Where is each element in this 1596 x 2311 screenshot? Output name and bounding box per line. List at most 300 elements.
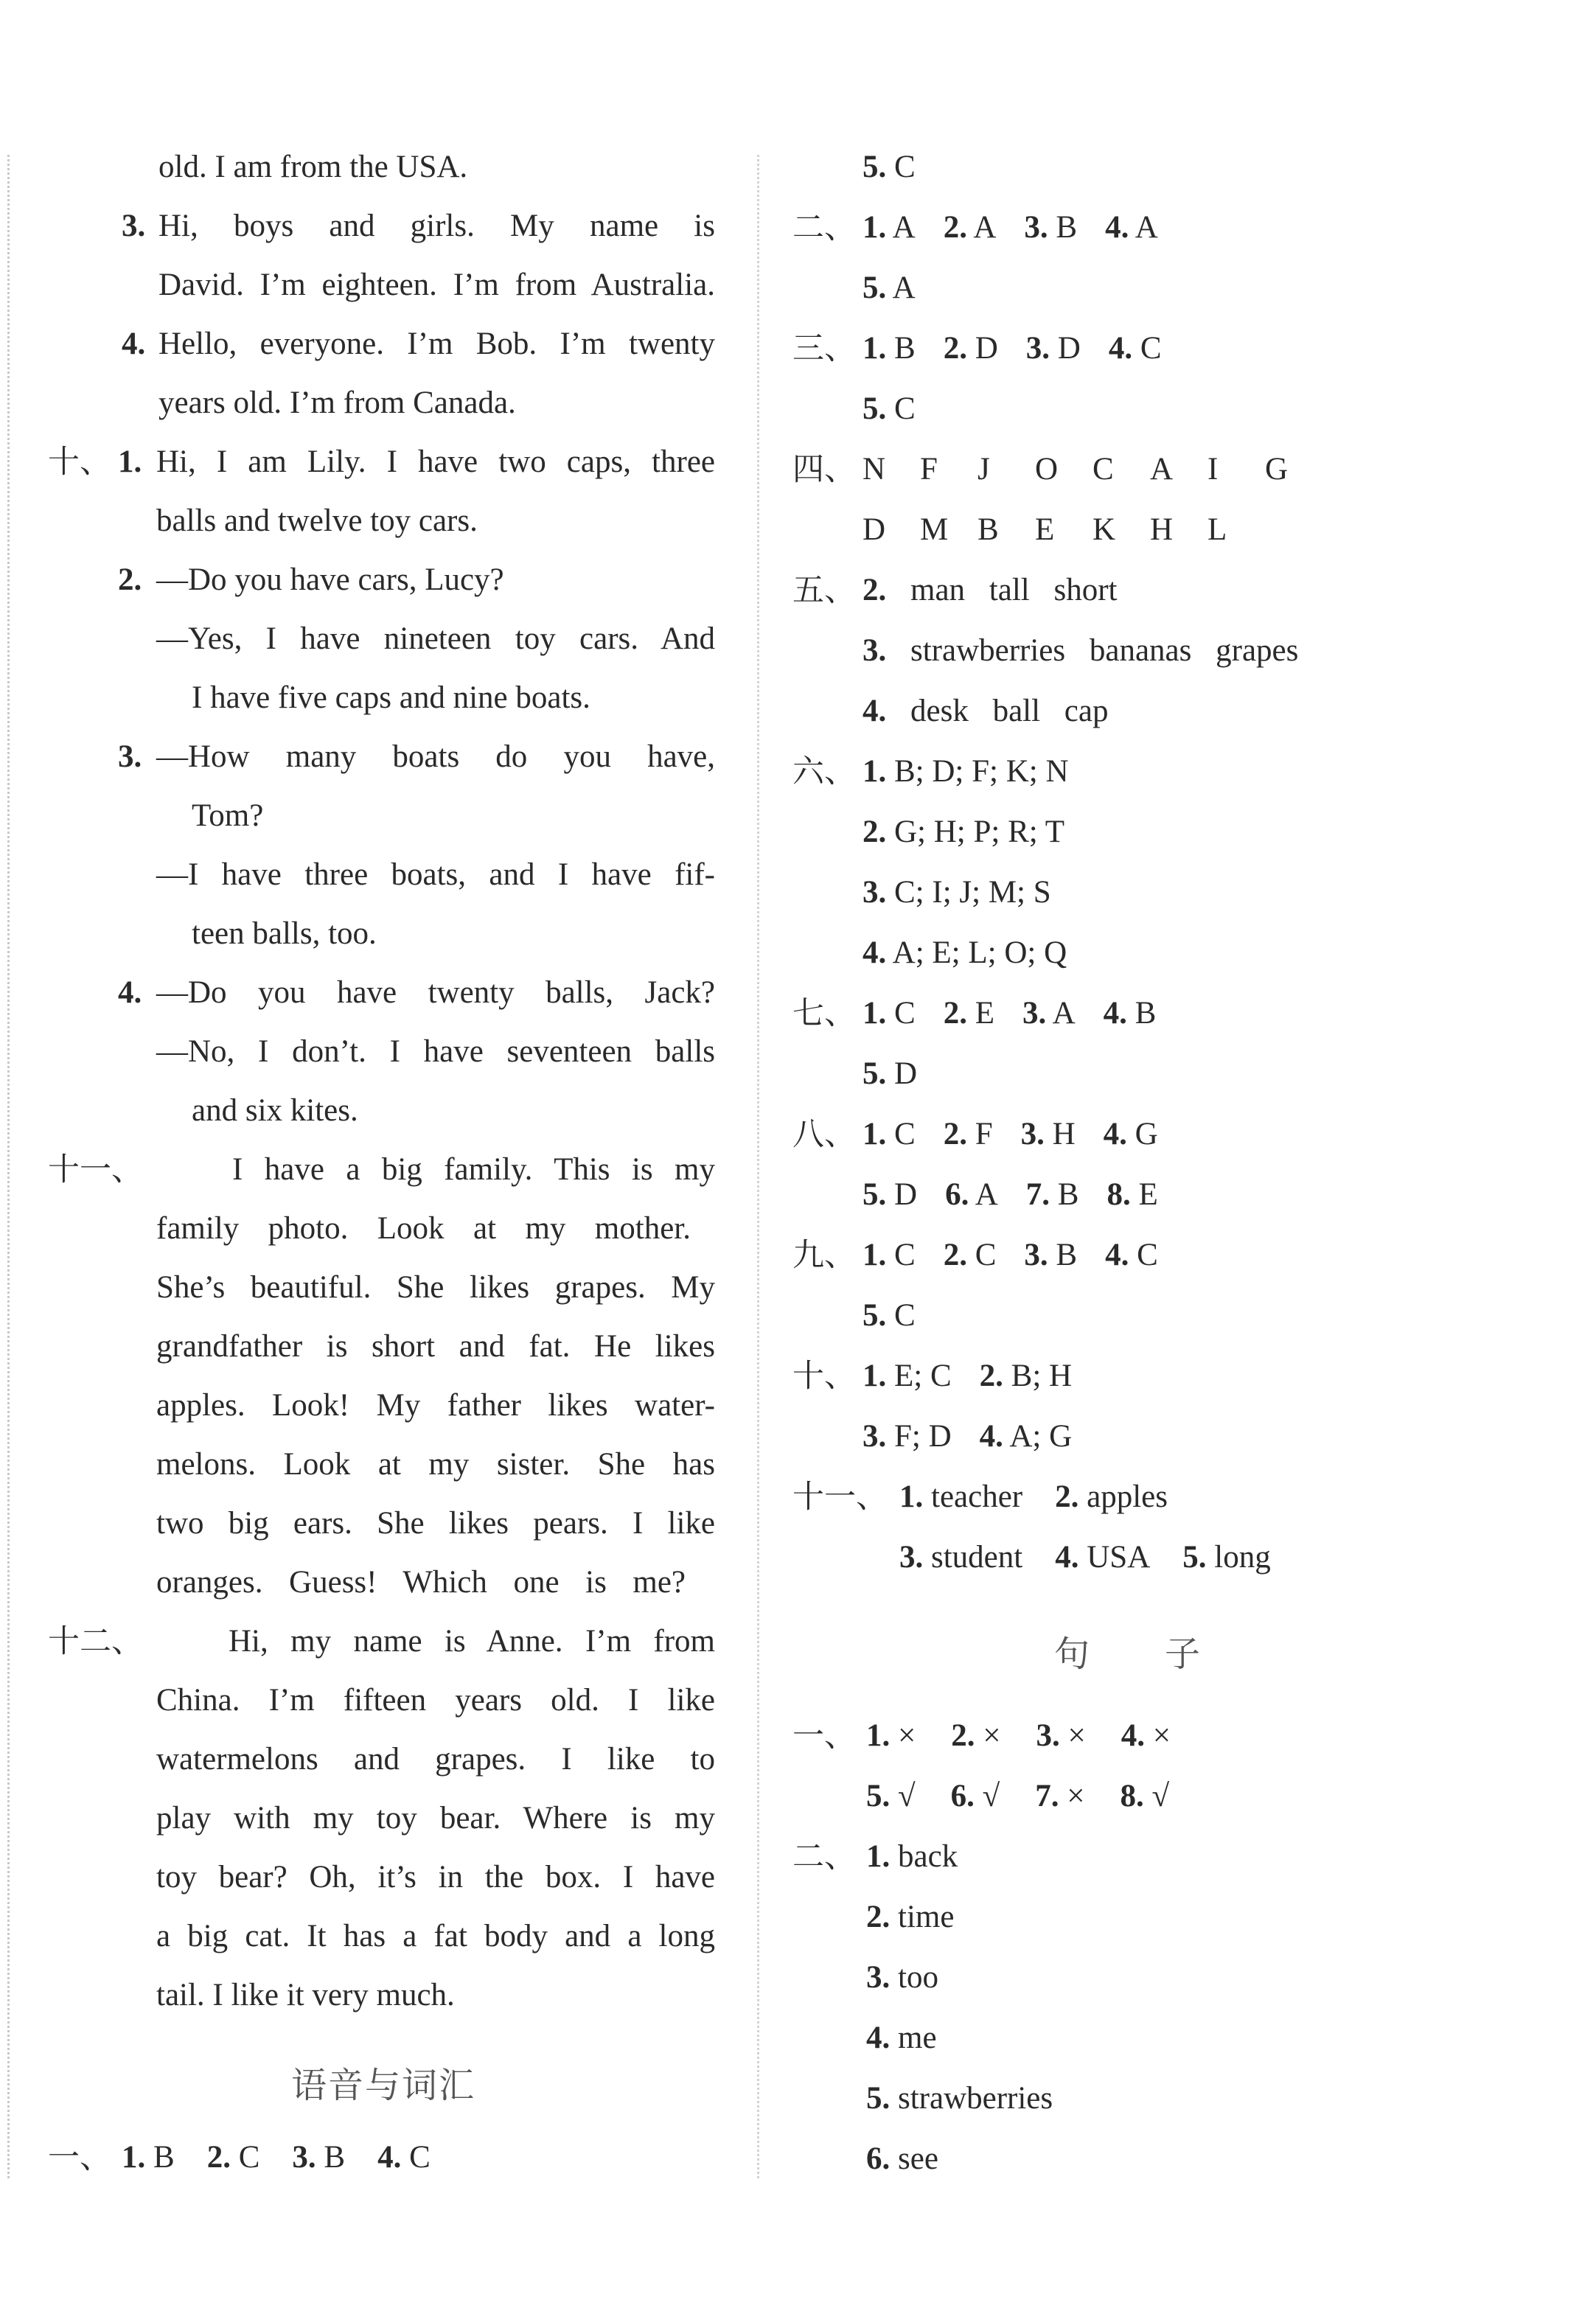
item-number: 2. <box>866 1900 891 1934</box>
item-number: 8. <box>1120 1779 1144 1813</box>
answer-text: 2. <box>118 562 142 597</box>
text-line <box>0 1974 737 2017</box>
answer-item <box>1021 1113 1076 1156</box>
answer-text: J <box>978 452 990 487</box>
section-label: 八、 <box>792 1116 856 1153</box>
item-number: 3. <box>1036 1718 1060 1753</box>
item-number: 1. <box>866 1839 891 1874</box>
answer-text: —Yes, I have nineteen toy cars. And <box>156 621 715 656</box>
answer-row <box>781 1174 1592 1216</box>
answer-text: —How many boats do you have, <box>156 739 715 774</box>
item-number: 1. <box>863 1359 887 1393</box>
answer-text: C <box>238 2140 260 2175</box>
answer-text: I have five caps and nine boats. <box>192 680 590 715</box>
answer-text: —Do you have twenty balls, Jack? <box>156 975 715 1010</box>
section-label: 一、 <box>48 2139 111 2176</box>
answer-row <box>781 1956 1592 1999</box>
item-number: 4. <box>1103 996 1127 1031</box>
text-line <box>0 854 737 896</box>
answer-text: D <box>863 512 886 547</box>
section-label: 四、 <box>792 451 856 488</box>
text-line <box>0 264 737 307</box>
answer-text: B <box>1056 1238 1078 1272</box>
item-number: 4. <box>863 694 887 728</box>
answer-item <box>863 1355 952 1398</box>
item-number: 2. <box>1055 1479 1079 1514</box>
answer-row <box>781 690 1592 733</box>
answer-item <box>1105 206 1158 249</box>
item-number: 1. <box>863 331 887 366</box>
answer-text: Tom? <box>192 798 264 833</box>
text-line <box>0 677 737 719</box>
answer-item <box>945 1174 998 1216</box>
answer-text: L <box>1208 512 1227 547</box>
answer-item <box>0 323 737 366</box>
section-label: 九、 <box>792 1237 856 1274</box>
answer-text: G <box>1135 1117 1158 1151</box>
answer-text: O <box>1035 452 1059 487</box>
answer-text: C <box>975 1238 997 1272</box>
item-number: 8. <box>1107 1177 1131 1212</box>
text-line <box>0 1561 737 1604</box>
answer-text: √ <box>982 1779 1000 1813</box>
answer-text: B <box>1135 996 1157 1031</box>
answer-row <box>781 1896 1592 1939</box>
item-number: 3. <box>1024 210 1048 245</box>
item-number: 5. <box>863 1298 887 1333</box>
item-number: 5. <box>863 1177 887 1212</box>
section-label: 十、 <box>792 1358 856 1395</box>
item-number: 1. <box>866 1718 891 1753</box>
answer-text: C <box>894 1298 916 1333</box>
section-4 <box>781 448 1592 491</box>
answer-text: C <box>894 150 916 184</box>
answer-item <box>292 2136 345 2179</box>
answer-item <box>1120 1775 1169 1818</box>
item-number: 4. <box>1105 210 1129 245</box>
section-12 <box>0 1620 737 1663</box>
answer-text: A <box>975 1177 998 1212</box>
answer-item <box>951 1715 1000 1757</box>
answer-row <box>781 2138 1592 2181</box>
item-number: 2. <box>206 2140 231 2175</box>
answer-text: long <box>1214 1540 1271 1575</box>
item-number: 1. <box>863 1117 887 1151</box>
item-number: 4. <box>377 2140 402 2175</box>
answer-text: strawberries <box>898 2081 1053 2116</box>
item-number: 4. <box>979 1419 1003 1454</box>
answer-text: 4. <box>122 327 146 361</box>
text-line <box>0 382 737 425</box>
answer-text: K <box>1093 512 1116 547</box>
item-number: 3. <box>1022 996 1047 1031</box>
answer-item <box>899 1536 1022 1579</box>
section-7 <box>781 992 1592 1035</box>
answer-text: C <box>1137 1238 1158 1272</box>
answer-text: B; D; F; K; N <box>894 754 1069 789</box>
answer-row <box>122 2136 459 2179</box>
answer-text: C <box>1140 331 1162 366</box>
section-8 <box>781 1113 1592 1156</box>
section-label: 十一、 <box>792 1479 888 1516</box>
item-number: 3. <box>1024 1238 1048 1272</box>
answer-item <box>1107 1174 1157 1216</box>
answer-text: A; G <box>1009 1419 1073 1454</box>
item-number: 5. <box>866 2081 891 2116</box>
text-line <box>0 1325 737 1368</box>
answer-text: B <box>978 512 999 547</box>
item-number: 3. <box>1020 1117 1045 1151</box>
section-9 <box>781 1234 1592 1277</box>
item-number: 2. <box>943 1117 967 1151</box>
answer-item <box>944 992 994 1035</box>
item-number: 2. <box>863 815 887 849</box>
answer-text: 3. <box>122 209 146 243</box>
answer-text: grandfather is short and fat. He likes <box>156 1329 715 1364</box>
section-heading-phonics-vocabulary: 语音与词汇 <box>290 2065 475 2106</box>
answer-text: She’s beautiful. She likes grapes. My <box>156 1270 715 1305</box>
answer-text: √ <box>1151 1779 1170 1813</box>
answer-item <box>0 559 737 602</box>
answer-row <box>781 388 1592 431</box>
answer-text: 1. <box>118 445 142 479</box>
answer-item <box>122 2136 175 2179</box>
answer-text: A <box>1135 210 1158 245</box>
answer-text: teacher <box>931 1479 1023 1514</box>
section-label: 六、 <box>792 753 856 790</box>
answer-text: A <box>1150 452 1174 487</box>
answer-text: watermelons and grapes. I like to <box>156 1742 715 1777</box>
item-number: 5. <box>1182 1540 1207 1575</box>
text-line <box>0 1738 737 1781</box>
answer-text: —I have three boats, and I have fif- <box>156 857 715 892</box>
answer-text: back <box>898 1839 958 1874</box>
answer-text: √ <box>898 1779 916 1813</box>
answer-text: G; H; P; R; T <box>894 815 1064 849</box>
item-number: 1. <box>863 996 887 1031</box>
answer-text: A <box>973 210 997 245</box>
answer-item <box>377 2136 431 2179</box>
answer-text: 4. <box>118 975 142 1010</box>
answer-text: family photo. Look at my mother. <box>156 1211 691 1246</box>
answer-text: Hi, boys and girls. My name is <box>158 209 715 243</box>
section-t2 <box>781 1836 1592 1878</box>
answer-item <box>1024 206 1077 249</box>
answer-text: A; E; L; O; Q <box>892 935 1067 970</box>
answer-text: E; C <box>894 1359 952 1393</box>
item-number: 4. <box>1103 1117 1127 1151</box>
text-line <box>0 1090 737 1132</box>
answer-item <box>944 327 998 370</box>
answer-item <box>0 736 737 778</box>
item-number: 1. <box>863 210 887 245</box>
item-number: 2. <box>943 1238 967 1272</box>
answer-item <box>1035 1775 1084 1818</box>
answer-text: N <box>863 452 886 487</box>
answer-text: Hello, everyone. I’m Bob. I’m twenty <box>158 327 715 361</box>
answer-item <box>980 1415 1072 1458</box>
answer-item <box>863 1113 916 1156</box>
answer-text: strawberries bananas grapes <box>910 633 1299 668</box>
section-label: 十二、 <box>48 1623 143 1660</box>
answer-text: C <box>894 391 916 426</box>
answer-text: G <box>1265 452 1289 487</box>
answer-text: D <box>975 331 998 366</box>
answer-text: B <box>894 331 916 366</box>
text-line <box>0 146 737 189</box>
answer-text: C <box>894 1117 916 1151</box>
answer-row <box>781 2017 1592 2060</box>
answer-text: C <box>894 996 916 1031</box>
section-label: 一、 <box>792 1718 856 1754</box>
item-number: 5. <box>863 1056 887 1091</box>
item-number: 3. <box>866 1960 891 1995</box>
section-1 <box>0 2136 737 2179</box>
answer-text: B <box>1056 210 1078 245</box>
section-label: 二、 <box>792 209 856 246</box>
answer-item <box>944 1113 993 1156</box>
answer-text: China. I’m fifteen years old. I like <box>156 1683 715 1718</box>
item-number: 2. <box>943 331 967 366</box>
answer-item <box>863 1174 917 1216</box>
answer-item <box>951 1775 1000 1818</box>
answer-item <box>1055 1536 1150 1579</box>
item-number: 6. <box>950 1779 975 1813</box>
answer-item <box>1036 1715 1086 1757</box>
text-line <box>0 1915 737 1958</box>
answer-text: A <box>892 271 916 305</box>
answer-text: B <box>324 2140 346 2175</box>
answer-item <box>980 1355 1072 1398</box>
answer-item <box>899 1476 1022 1519</box>
answer-text: A <box>892 210 916 245</box>
answer-item <box>207 2136 260 2179</box>
section-5 <box>781 569 1592 612</box>
answer-item <box>1121 1715 1171 1757</box>
answer-text: × <box>983 1718 1001 1753</box>
answer-text: years old. I’m from Canada. <box>158 386 516 420</box>
section-10 <box>0 441 737 484</box>
item-number: 2. <box>951 1718 975 1753</box>
answer-row <box>781 630 1592 672</box>
item-number: 1. <box>863 754 887 789</box>
item-number: 5. <box>863 271 887 305</box>
answer-text: C <box>409 2140 431 2175</box>
answer-text: oranges. Guess! Which one is me? <box>156 1565 686 1600</box>
text-line <box>0 1207 737 1250</box>
section-label: 二、 <box>792 1838 856 1875</box>
answer-item <box>944 206 997 249</box>
section-label: 三、 <box>792 330 856 367</box>
section-11 <box>781 1476 1592 1519</box>
answer-item <box>1026 1174 1079 1216</box>
answer-item <box>1024 1234 1077 1277</box>
item-number: 3. <box>863 875 887 910</box>
text-line <box>0 1031 737 1073</box>
answer-row <box>781 1053 1592 1095</box>
item-number: 2. <box>943 210 967 245</box>
item-number: 4. <box>866 2021 891 2055</box>
item-number: 2. <box>863 573 887 607</box>
item-number: 2. <box>943 996 967 1031</box>
answer-text: —No, I don’t. I have seventeen balls <box>156 1034 715 1069</box>
answer-text: B <box>153 2140 175 2175</box>
section-t1 <box>781 1715 1592 1757</box>
text-line <box>0 1679 737 1722</box>
answer-item <box>1026 327 1081 370</box>
item-number: 4. <box>1105 1238 1129 1272</box>
answer-text: Hi, my name is Anne. I’m from <box>229 1624 715 1659</box>
section-label: 七、 <box>792 995 856 1032</box>
section-2 <box>781 206 1592 249</box>
answer-text: time <box>898 1900 955 1934</box>
answer-text: I have a big family. This is my <box>232 1152 715 1187</box>
answer-row <box>781 871 1592 914</box>
item-number: 5. <box>863 391 887 426</box>
item-number: 4. <box>1055 1540 1079 1575</box>
answer-text: F; D <box>894 1419 952 1454</box>
answer-row <box>781 267 1592 310</box>
answer-item <box>863 206 916 249</box>
answer-item <box>1109 327 1162 370</box>
answer-text: F <box>920 452 938 487</box>
text-line <box>0 913 737 955</box>
answer-text: toy bear? Oh, it’s in the box. I have <box>156 1860 715 1895</box>
text-line <box>0 1384 737 1427</box>
answer-text: see <box>898 2141 938 2176</box>
item-number: 7. <box>1025 1177 1050 1212</box>
item-number: 7. <box>1035 1779 1059 1813</box>
answer-row <box>781 146 1592 189</box>
answer-text: H <box>1052 1117 1076 1151</box>
answer-text: C <box>894 1238 916 1272</box>
item-number: 6. <box>945 1177 969 1212</box>
answer-text: me <box>898 2021 937 2055</box>
answer-text: too <box>898 1960 938 1995</box>
answer-item <box>866 1715 916 1757</box>
answer-item <box>1022 992 1076 1035</box>
answer-text: F <box>975 1117 993 1151</box>
answer-text: H <box>1150 512 1174 547</box>
answer-text: E <box>1138 1177 1158 1212</box>
answer-row <box>781 811 1592 854</box>
answer-text: I <box>1208 452 1219 487</box>
answer-text: and six kites. <box>192 1093 358 1128</box>
answer-item <box>863 1234 916 1277</box>
answer-text: teen balls, too. <box>192 916 377 951</box>
section-3 <box>781 327 1592 370</box>
answer-text: a big cat. It has a fat body and a long <box>156 1919 715 1953</box>
answer-text: A <box>1052 996 1076 1031</box>
item-number: 5. <box>866 1779 891 1813</box>
answer-item <box>0 205 737 248</box>
answer-text: old. I am from the USA. <box>158 150 468 184</box>
text-line <box>0 1502 737 1545</box>
answer-text: two big ears. She likes pears. I like <box>156 1506 715 1541</box>
answer-item <box>863 1415 952 1458</box>
answer-text: E <box>1035 512 1055 547</box>
answer-item <box>1055 1476 1168 1519</box>
text-line <box>0 618 737 660</box>
answer-item <box>1105 1234 1158 1277</box>
answer-text: tail. I like it very much. <box>156 1978 455 2012</box>
answer-item <box>863 327 916 370</box>
answer-text: USA <box>1087 1540 1151 1575</box>
answer-text: student <box>931 1540 1023 1575</box>
answer-item <box>863 992 916 1035</box>
section-label: 五、 <box>792 572 856 609</box>
section-heading-sentences: 句 子 <box>1053 1634 1202 1675</box>
answer-item <box>866 1775 916 1818</box>
text-line <box>0 795 737 837</box>
item-number: 3. <box>1025 331 1050 366</box>
answer-row <box>781 1294 1592 1337</box>
text-line <box>0 1856 737 1899</box>
answer-item <box>0 972 737 1014</box>
answer-text: M <box>920 512 949 547</box>
answer-text: David. I’m eighteen. I’m from Australia. <box>158 268 715 302</box>
letter-row <box>781 509 1592 551</box>
answer-text: × <box>898 1718 916 1753</box>
item-number: 1. <box>863 1238 887 1272</box>
answer-text: play with my toy bear. Where is my <box>156 1801 715 1836</box>
section-label: 十、 <box>48 444 111 481</box>
answer-text: × <box>1152 1718 1171 1753</box>
item-number: 1. <box>122 2140 146 2175</box>
item-number: 2. <box>979 1359 1003 1393</box>
text-line <box>0 500 737 543</box>
answer-text: —Do you have cars, Lucy? <box>156 562 504 597</box>
answer-text: apples. Look! My father likes water- <box>156 1388 715 1423</box>
column-divider <box>757 155 759 2178</box>
text-line <box>0 1266 737 1309</box>
answer-text: D <box>894 1056 918 1091</box>
section-6 <box>781 750 1592 793</box>
answer-text: C <box>1093 452 1114 487</box>
item-number: 6. <box>866 2141 891 2176</box>
answer-text: desk ball cap <box>910 694 1109 728</box>
answer-row <box>781 932 1592 975</box>
section-10 <box>781 1355 1592 1398</box>
answer-text: × <box>1067 1718 1086 1753</box>
item-number: 4. <box>1121 1718 1146 1753</box>
item-number: 1. <box>899 1479 924 1514</box>
item-number: 4. <box>863 935 887 970</box>
text-line <box>0 1443 737 1486</box>
answer-text: Hi, I am Lily. I have two caps, three <box>156 445 715 479</box>
answer-text: D <box>894 1177 918 1212</box>
answer-text: apples <box>1087 1479 1168 1514</box>
item-number: 3. <box>292 2140 316 2175</box>
item-number: 5. <box>863 150 887 184</box>
section-11 <box>0 1148 737 1191</box>
answer-text: man tall short <box>910 573 1118 607</box>
answer-row <box>781 1415 1592 1458</box>
answer-text: D <box>1057 331 1081 366</box>
answer-item <box>944 1234 997 1277</box>
answer-text: C; I; J; M; S <box>894 875 1051 910</box>
answer-text: E <box>975 996 994 1031</box>
answer-row <box>781 2077 1592 2120</box>
item-number: 3. <box>899 1540 924 1575</box>
answer-text: × <box>1067 1779 1085 1813</box>
answer-item <box>1104 992 1157 1035</box>
answer-text: balls and twelve toy cars. <box>156 503 478 538</box>
answer-row <box>781 1536 1592 1579</box>
text-line <box>0 1797 737 1840</box>
answer-text: B <box>1057 1177 1079 1212</box>
item-number: 3. <box>863 1419 887 1454</box>
